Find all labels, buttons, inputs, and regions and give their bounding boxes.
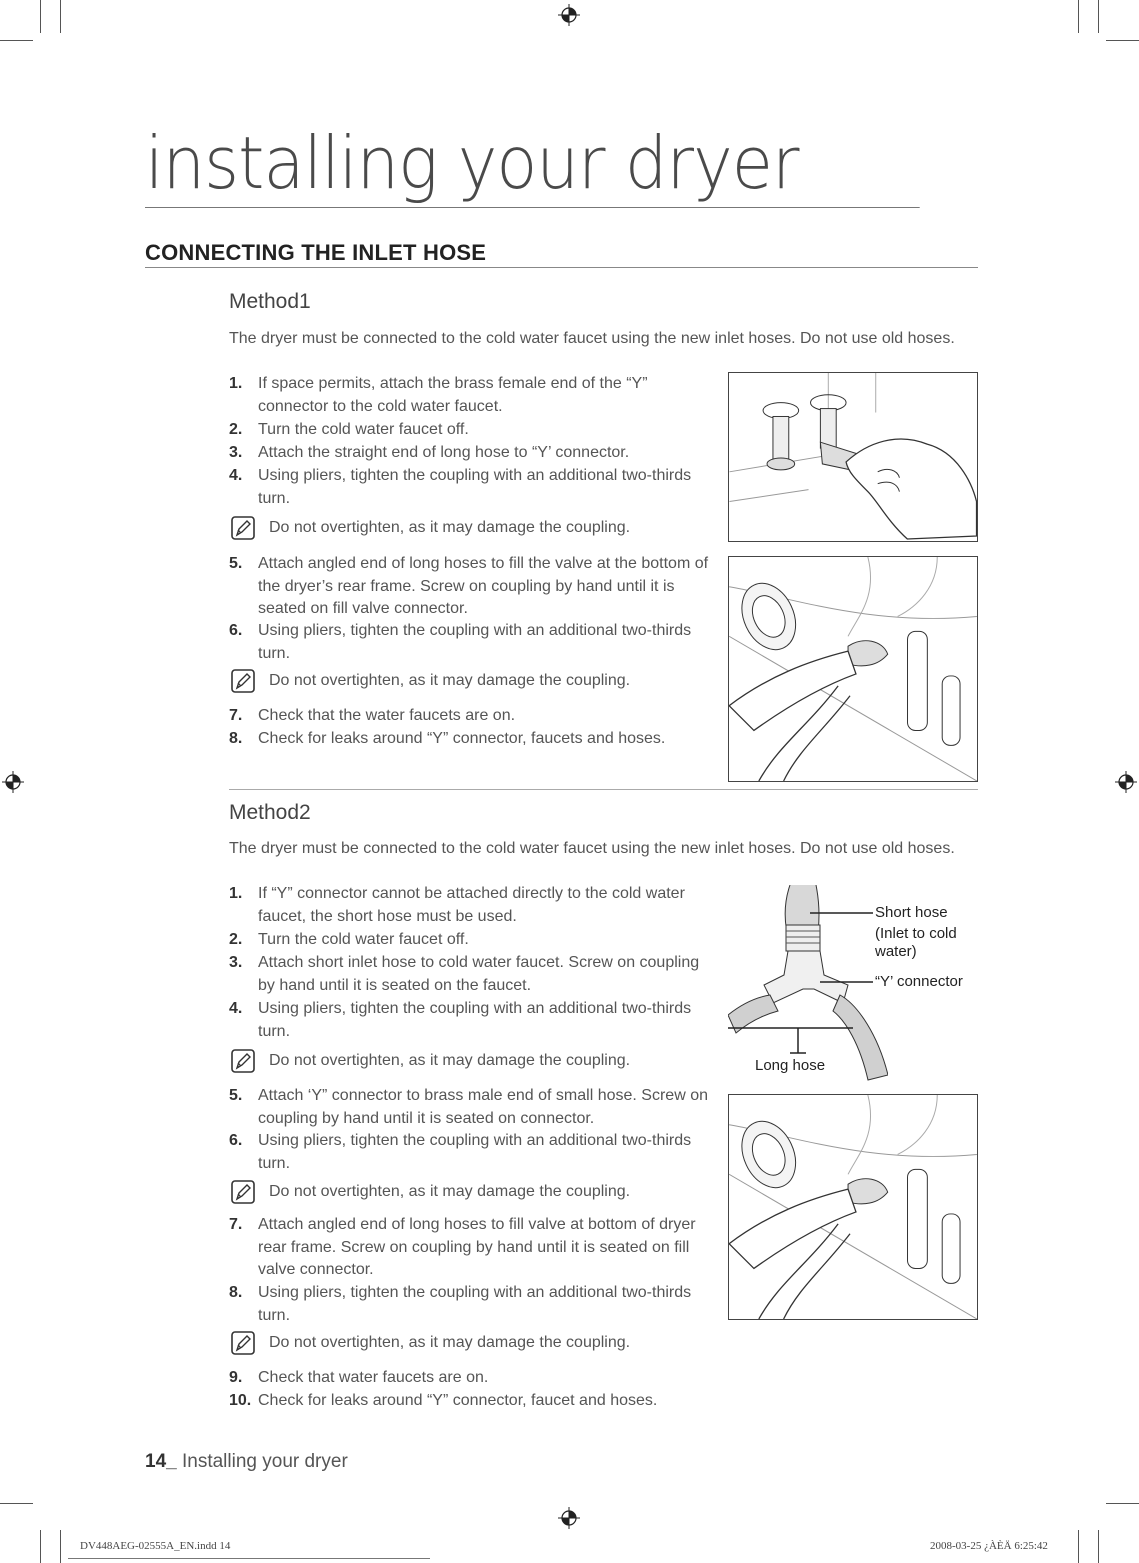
crop-mark — [40, 0, 41, 33]
section-rule — [145, 267, 978, 268]
crop-mark — [1078, 0, 1079, 33]
page-number: 14_ — [145, 1451, 177, 1472]
crop-mark — [60, 0, 61, 33]
method2-heading: Method2 — [229, 801, 311, 824]
short-hose-label: Short hose — [875, 904, 948, 921]
y-connector-label: “Y’ connector — [875, 973, 963, 990]
slug-date: 2008-03-25 ¿ÀÈÄ 6:25:42 — [930, 1540, 1048, 1552]
note-pencil-icon — [231, 1331, 255, 1355]
note-pencil-icon — [231, 669, 255, 693]
method1-step: 1. If space permits, attach the brass female end of the “Y” connector to the cold water faucet. — [229, 375, 648, 415]
slug-rule — [68, 1558, 430, 1559]
crop-mark — [1098, 1530, 1099, 1563]
note: Do not overtighten, as it may damage the coupling. — [231, 516, 701, 542]
method2-step: 6. Using pliers, tighten the coupling with an additional two-thirds turn. — [229, 1132, 692, 1172]
crop-mark — [1106, 1503, 1139, 1504]
short-hose-sublabel: (Inlet to cold — [875, 925, 957, 942]
dryer-rear-illustration — [728, 1094, 978, 1320]
method2-step: 10. Check for leaks around “Y” connector, faucet and hoses. — [229, 1392, 658, 1409]
method2-step: 8. Using pliers, tighten the coupling with an additional two-thirds turn. — [229, 1284, 692, 1324]
method1-step: 4. Using pliers, tighten the coupling with an additional two-thirds turn. — [229, 467, 692, 507]
method2-intro: The dryer must be connected to the cold water faucet using the new inlet hoses. Do not use old hoses. — [229, 840, 955, 857]
y-connector-illustration — [728, 885, 888, 1085]
method1-step: 7. Check that the water faucets are on. — [229, 707, 516, 724]
footer-label: Installing your dryer — [181, 1451, 348, 1472]
method1-step: 8. Check for leaks around “Y” connector, faucets and hoses. — [229, 730, 666, 747]
crop-mark — [0, 1503, 33, 1504]
registration-mark-icon — [2, 771, 24, 793]
method1-step: 2. Turn the cold water faucet off. — [229, 421, 469, 438]
crop-mark — [0, 40, 33, 41]
method2-step: 9. Check that water faucets are on. — [229, 1369, 489, 1386]
faucet-illustration — [728, 372, 978, 542]
method1-step: 5. Attach angled end of long hoses to fill the valve at the bottom of the dryer’s rear frame. Screw on coupling by hand until it is seated on fill valve connector. — [229, 555, 709, 617]
note-pencil-icon — [231, 516, 255, 540]
method2-step: 4. Using pliers, tighten the coupling with an additional two-thirds turn. — [229, 1000, 692, 1040]
note: Do not overtighten, as it may damage the coupling. — [231, 1049, 701, 1075]
registration-mark-icon — [558, 4, 580, 26]
registration-mark-icon — [558, 1507, 580, 1529]
method1-intro: The dryer must be connected to the cold water faucet using the new inlet hoses. Do not use old hoses. — [229, 330, 955, 347]
long-hose-label: Long hose — [755, 1057, 826, 1074]
page-title: installing your dryer — [145, 118, 920, 208]
crop-mark — [1098, 0, 1099, 33]
crop-mark — [1106, 40, 1139, 41]
method2-step: 3. Attach short inlet hose to cold water faucet. Screw on coupling by hand until it is seated on the faucet. — [229, 954, 700, 994]
note-pencil-icon — [231, 1049, 255, 1073]
crop-mark — [40, 1530, 41, 1563]
note: Do not overtighten, as it may damage the coupling. — [231, 1180, 701, 1206]
short-hose-sublabel: water) — [875, 943, 917, 960]
note: Do not overtighten, as it may damage the coupling. — [231, 1331, 701, 1357]
note: Do not overtighten, as it may damage the coupling. — [231, 669, 701, 695]
method1-step: 3. Attach the straight end of long hose to “Y’ connector. — [229, 444, 630, 461]
divider — [229, 789, 978, 790]
method1-heading: Method1 — [229, 290, 311, 313]
method2-step: 5. Attach ‘Y” connector to brass male end of small hose. Screw on coupling by hand until it is seated on connector. — [229, 1087, 708, 1127]
crop-mark — [60, 1530, 61, 1563]
section-title: CONNECTING THE INLET HOSE — [145, 240, 487, 265]
method2-step: 7. Attach angled end of long hoses to fill valve at bottom of dryer rear frame. Screw on coupling by hand until it is seated on fill valve connector. — [229, 1216, 696, 1278]
slug-file: DV448AEG-02555A_EN.indd 14 — [80, 1540, 231, 1552]
registration-mark-icon — [1115, 771, 1137, 793]
method2-step: 2. Turn the cold water faucet off. — [229, 931, 469, 948]
dryer-rear-illustration — [728, 556, 978, 782]
note-pencil-icon — [231, 1180, 255, 1204]
crop-mark — [1078, 1530, 1079, 1563]
method1-step: 6. Using pliers, tighten the coupling with an additional two-thirds turn. — [229, 622, 692, 662]
page-footer — [145, 1451, 348, 1473]
method2-step: 1. If “Y” connector cannot be attached directly to the cold water faucet, the short hose must be used. — [229, 885, 685, 925]
